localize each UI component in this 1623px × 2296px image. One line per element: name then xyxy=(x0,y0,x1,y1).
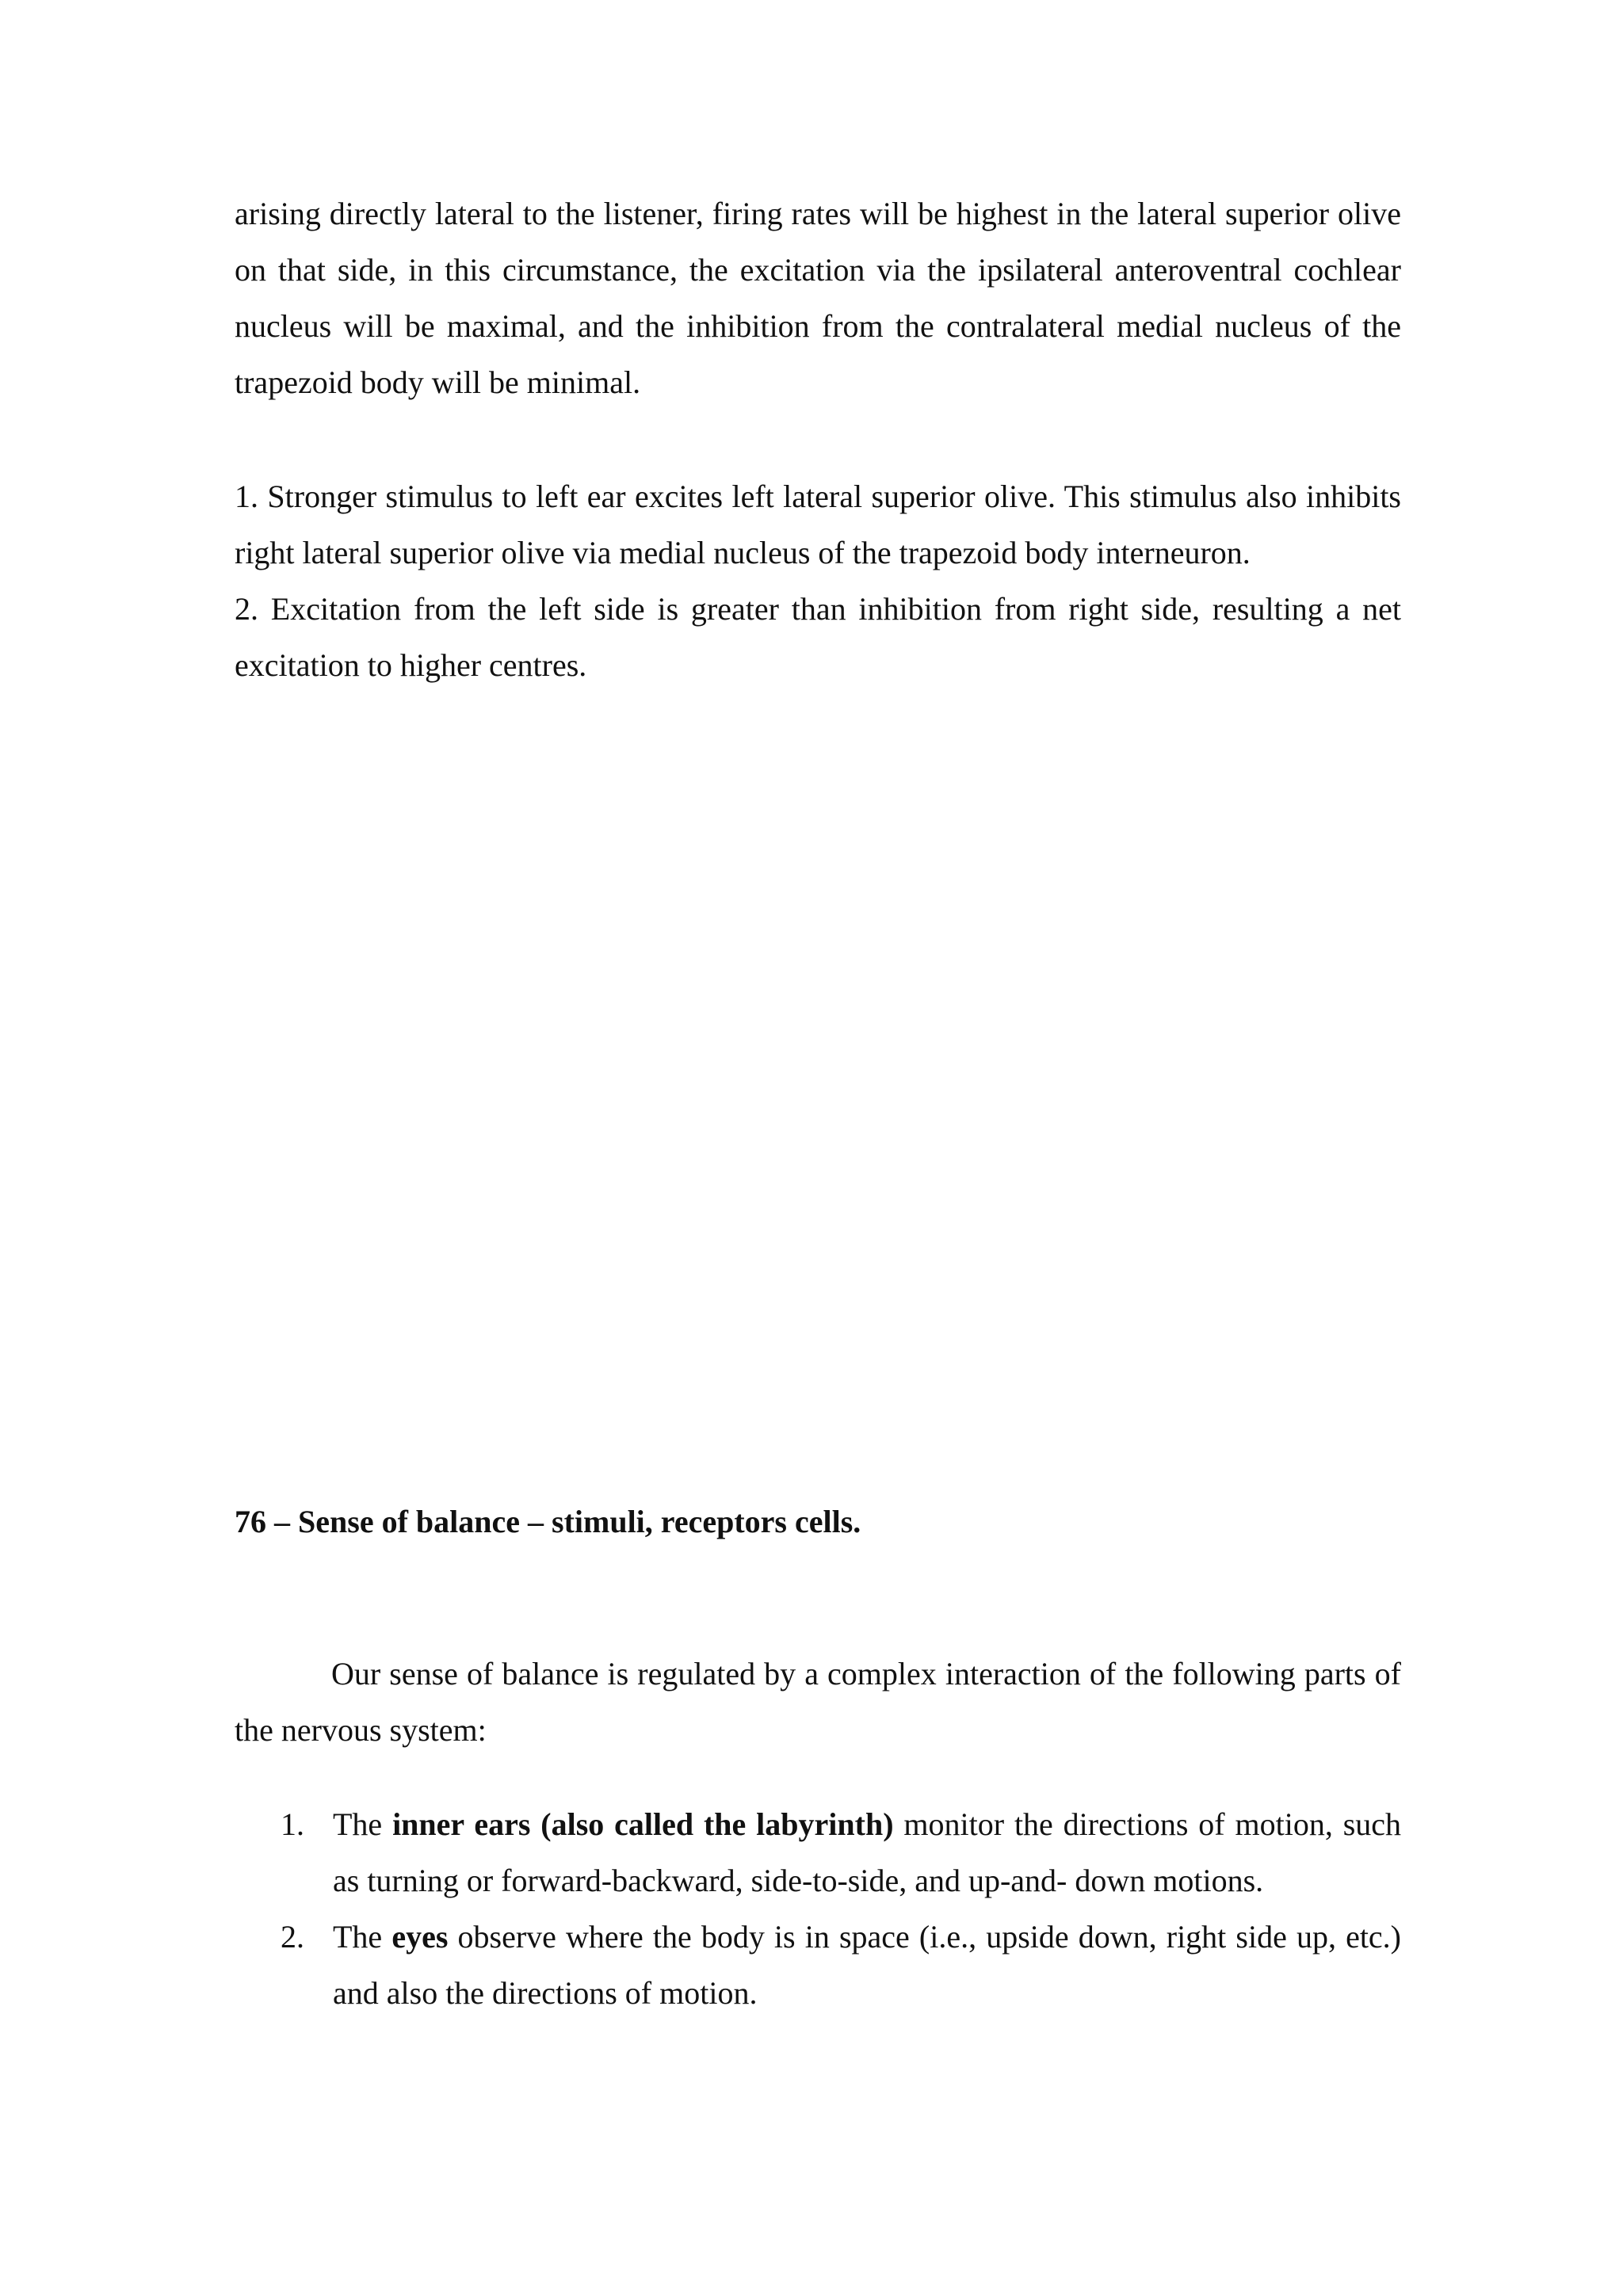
balance-paragraph: Our sense of balance is regulated by a complex interaction of the following parts of the nervous system: xyxy=(235,1656,1401,1748)
balance-list xyxy=(235,1796,1401,2021)
list-item-text: monitor the directions of motion, such as turning or forward-backward, side-to-side, and up-and- down motions. xyxy=(333,1806,1402,1898)
list-item-number: 2. xyxy=(281,1919,304,1955)
list-item-number: 1. xyxy=(281,1806,304,1842)
list-item-bold-term: eyes xyxy=(391,1919,449,1955)
list-item-prefix: The xyxy=(333,1919,392,1955)
section-heading: 76 – Sense of balance – stimuli, receptors cells. xyxy=(235,1504,861,1539)
numbered-notes xyxy=(235,468,1401,693)
list-item-bold-term: inner ears (also called the labyrinth) xyxy=(392,1806,894,1842)
list-item xyxy=(235,1909,1401,2021)
note-item-1: 1. Stronger stimulus to left ear excites left lateral superior olive. This stimulus also inhibits right lateral superior olive via medial nucleus of the trapezoid body interneuron. xyxy=(235,479,1401,570)
list-item xyxy=(235,1796,1401,1909)
list-item-prefix: The xyxy=(333,1806,393,1842)
intro-paragraph: arising directly lateral to the listener, firing rates will be highest in the lateral superior olive on that side, in this circumstance, the excitation via the ipsilateral anteroventral cochlear nucleus will be maximal, and the inhibition from the contralateral medial nucleus of the trapezoid body will be minimal. xyxy=(235,196,1401,400)
note-item-2: 2. Excitation from the left side is greater than inhibition from right side, resulting a net excitation to higher centres. xyxy=(235,591,1401,683)
list-item-text: observe where the body is in space (i.e., upside down, right side up, etc.) and also the directions of motion. xyxy=(333,1919,1402,2011)
